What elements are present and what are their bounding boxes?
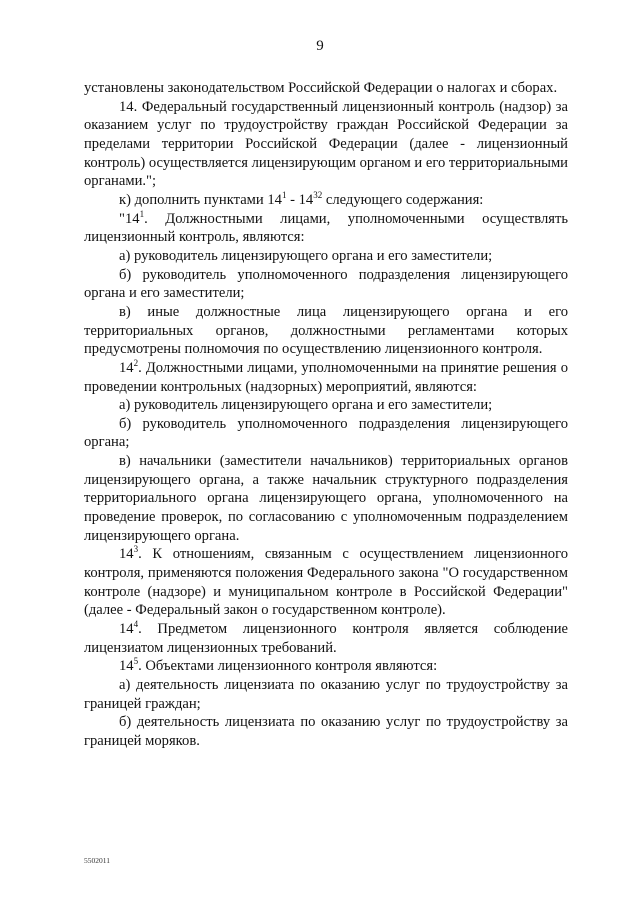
paragraph-text: 14. Федеральный государственный лицензионный контроль (надзор) за оказанием услуг по трудоустройству граждан Российской Федерации за пределами территории Российской Федерации (далее - лицензионный контроль) осуществляется лицензирующим органом и его территориальными органами."; (84, 98, 568, 190)
paragraph (84, 676, 568, 713)
paragraph-text: 14 (119, 359, 134, 376)
paragraph (84, 303, 568, 359)
paragraph-text: к) дополнить пунктами 14 (119, 191, 282, 208)
paragraph (84, 266, 568, 303)
superscript: 4 (133, 619, 139, 630)
paragraph (84, 545, 568, 620)
paragraph-text: в) иные должностные лица лицензирующего органа и его территориальных органов, должностными регламентами которых предусмотрены полномочия по осуществлению лицензионного контроля. (84, 303, 568, 358)
paragraph (84, 247, 568, 266)
paragraph-text: - 14 (286, 191, 314, 208)
page-number: 9 (316, 38, 324, 54)
paragraph-text: установлены законодательством Российской Федерации о налогах и сборах. (84, 80, 558, 96)
paragraph (84, 620, 568, 657)
paragraph (84, 210, 568, 247)
paragraph-text: . К отношениям, связанным с осуществлением лицензионного контроля, применяются положения Федерального закона "О государственном контроле (надзоре) и муниципальном контроле в Российской Федерации" (далее - Федеральный закон о государственном контроле). (84, 546, 568, 619)
paragraph-text: 14 (119, 658, 134, 675)
paragraph-text: б) деятельность лицензиата по оказанию услуг по трудоустройству за границей моряков. (84, 714, 568, 749)
paragraph-text: а) руководитель лицензирующего органа и его заместители; (119, 397, 493, 414)
footer-code: 5502011 (84, 856, 110, 865)
paragraph-text: 14 (119, 546, 134, 563)
paragraph (84, 191, 568, 210)
paragraph-text: . Объектами лицензионного контроля являются: (138, 658, 438, 675)
paragraph (84, 79, 568, 98)
paragraph-text: . Предметом лицензионного контроля является соблюдение лицензиатом лицензионных требований. (84, 621, 568, 656)
superscript: 5 (133, 656, 139, 667)
paragraph (84, 452, 568, 545)
paragraph (84, 359, 568, 396)
paragraph (84, 415, 568, 452)
paragraph-text: а) деятельность лицензиата по оказанию услуг по трудоустройству за границей граждан; (84, 677, 568, 712)
paragraph (84, 657, 568, 676)
superscript: 2 (133, 357, 139, 368)
superscript: 1 (281, 190, 287, 201)
paragraph-text: а) руководитель лицензирующего органа и его заместители; (119, 247, 493, 264)
superscript: 3 (133, 544, 139, 555)
paragraph-text: . Должностными лицами, уполномоченными на принятие решения о проведении контрольных (надзорных) мероприятий, являются: (84, 359, 568, 395)
paragraph (84, 396, 568, 415)
superscript: 32 (313, 190, 323, 201)
paragraph-text: в) начальники (заместители начальников) территориальных органов лицензирующего органа, а также начальник структурного подразделения территориального органа лицензирующего органа, уполномоченного на проведение проверок, по согласованию с уполномоченным подразделением лицензирующего органа. (84, 453, 568, 544)
paragraph-text: . Должностными лицами, уполномоченными осуществлять лицензионный контроль, являются: (84, 210, 568, 246)
paragraph-text: "14 (119, 210, 140, 227)
paragraph-text: б) руководитель уполномоченного подразделения лицензирующего органа и его заместители; (84, 266, 568, 302)
paragraph-text: б) руководитель уполномоченного подразделения лицензирующего органа; (84, 415, 568, 451)
paragraph-text: 14 (119, 621, 134, 638)
paragraph (84, 98, 568, 191)
paragraph (84, 713, 568, 750)
document-body (84, 79, 568, 751)
superscript: 1 (139, 208, 145, 219)
paragraph-text: следующего содержания: (322, 191, 484, 208)
